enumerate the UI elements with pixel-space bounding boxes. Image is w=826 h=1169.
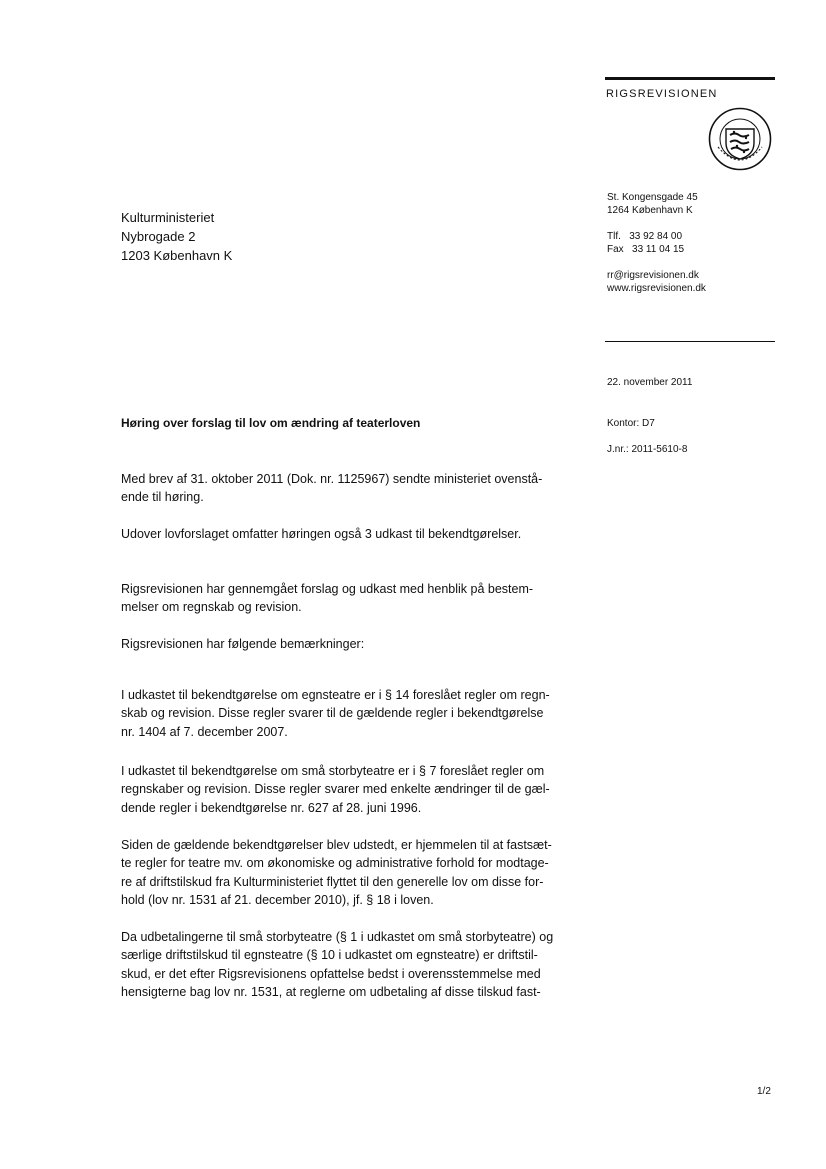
paragraph-line: dende regler i bekendtgørelse nr. 627 af 28. juni 1996. — [121, 800, 422, 815]
body-paragraph — [121, 470, 581, 507]
paragraph-line: hensigterne bag lov nr. 1531, at reglerne om udbetaling af disse tilskud fast- — [121, 984, 541, 999]
paragraph-line: I udkastet til bekendtgørelse om små storbyteatre er i § 7 foreslået regler om — [121, 764, 545, 778]
paragraph-line: re af driftstilskud fra Kulturministeriet flyttet til den generelle lov om disse for- — [121, 874, 544, 889]
recipient-name: Kulturministeriet — [121, 210, 215, 225]
paragraph-line: Udover lovforslaget omfatter høringen også 3 udkast til bekendtgørelser. — [121, 527, 522, 541]
body-paragraph — [121, 580, 581, 617]
recipient-street: Nybrogade 2 — [121, 229, 196, 244]
paragraph-line: skab og revision. Disse regler svarer til de gældende regler i bekendtgørelse — [121, 706, 544, 721]
paragraph-line: Rigsrevisionen har gennemgået forslag og udkast med henblik på bestem- — [121, 582, 534, 596]
paragraph-line: særlige driftstilskud til egnsteatre (§ 10 i udkastet om egnsteatre) er driftstil- — [121, 948, 538, 963]
paragraph-line: ende til høring. — [121, 490, 204, 505]
address-street: St. Kongensgade 45 — [607, 192, 698, 203]
website-address: www.rigsrevisionen.dk — [607, 283, 706, 294]
letterhead-bottom-rule — [605, 341, 775, 342]
paragraph-line: Siden de gældende bekendtgørelser blev udstedt, er hjemmelen til at fastsæt- — [121, 838, 552, 852]
recipient-city: 1203 København K — [121, 248, 233, 263]
body-paragraph — [121, 836, 581, 909]
paragraph-line: melser om regnskab og revision. — [121, 600, 302, 615]
body-paragraph — [121, 525, 581, 543]
paragraph-line: I udkastet til bekendtgørelse om egnsteatre er i § 14 foreslået regler om regn- — [121, 688, 550, 702]
paragraph-line: hold (lov nr. 1531 af 21. december 2010), jf. § 18 i loven. — [121, 892, 434, 907]
address-city: 1264 København K — [607, 205, 693, 216]
paragraph-line: Da udbetalingerne til små storbyteatre (§ 1 i udkastet om små storbyteatre) og — [121, 930, 554, 944]
body-paragraph — [121, 686, 581, 741]
fax-number: Fax 33 11 04 15 — [607, 244, 685, 255]
journal-number: J.nr.: 2011-5610-8 — [607, 444, 688, 455]
page-number: 1/2 — [757, 1086, 771, 1097]
organization-name: RIGSREVISIONEN — [606, 88, 718, 100]
folketinget-seal-icon — [708, 107, 772, 171]
paragraph-line: Med brev af 31. oktober 2011 (Dok. nr. 1125967) sendte ministeriet ovenstå- — [121, 472, 543, 486]
paragraph-line: skud, er det efter Rigsrevisionens opfattelse bedst i overensstemmelse med — [121, 966, 541, 981]
letter-subject: Høring over forslag til lov om ændring af teaterloven — [121, 416, 421, 430]
paragraph-line: regnskaber og revision. Disse regler svarer med enkelte ændringer til de gæl- — [121, 782, 550, 797]
paragraph-line: te regler for teatre mv. om økonomiske og administrative forhold for modtage- — [121, 856, 549, 871]
body-paragraph — [121, 762, 581, 817]
paragraph-line: Rigsrevisionen har følgende bemærkninger: — [121, 637, 365, 651]
email-address: rr@rigsrevisionen.dk — [607, 270, 699, 281]
body-paragraph — [121, 928, 581, 1001]
letter-date: 22. november 2011 — [607, 377, 693, 388]
phone-number: Tlf. 33 92 84 00 — [607, 231, 683, 242]
recipient-address — [121, 208, 232, 265]
office-code: Kontor: D7 — [607, 418, 655, 429]
body-paragraph — [121, 635, 581, 653]
letterhead-top-rule — [605, 77, 775, 80]
paragraph-line: nr. 1404 af 7. december 2007. — [121, 724, 288, 739]
